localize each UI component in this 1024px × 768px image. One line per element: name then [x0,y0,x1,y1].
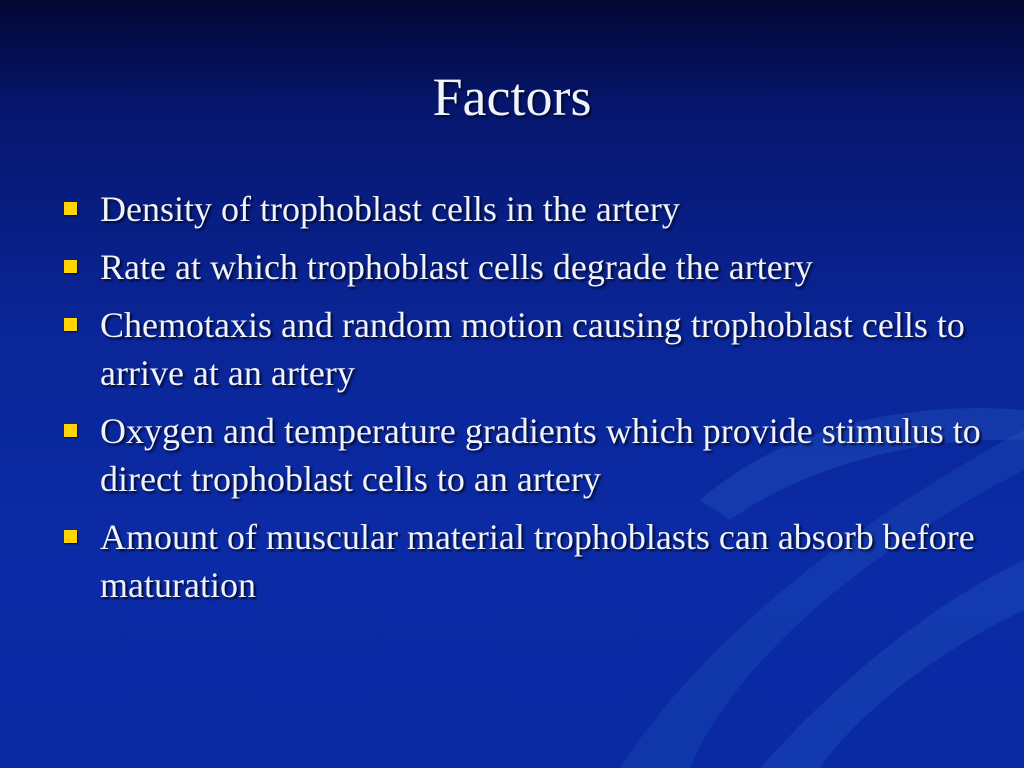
square-bullet-icon [64,318,77,331]
bullet-item [62,185,1002,233]
square-bullet-icon [64,530,77,543]
bullet-item [62,301,1002,397]
square-bullet-icon [64,202,77,215]
bullet-item [62,407,1002,503]
square-bullet-icon [64,260,77,273]
bullet-text: Oxygen and temperature gradients which provide stimulus to direct trophoblast cells to an artery [100,411,981,499]
bullet-item [62,243,1002,291]
slide-title: Factors [432,67,592,127]
bullet-item [62,513,1002,609]
bullet-list [62,185,1002,619]
bullet-text: Amount of muscular material trophoblasts can absorb before maturation [100,517,975,605]
bullet-text: Rate at which trophoblast cells degrade the artery [100,247,813,287]
square-bullet-icon [64,424,77,437]
bullet-text: Chemotaxis and random motion causing trophoblast cells to arrive at an artery [100,305,965,393]
bullet-text: Density of trophoblast cells in the artery [100,189,680,229]
